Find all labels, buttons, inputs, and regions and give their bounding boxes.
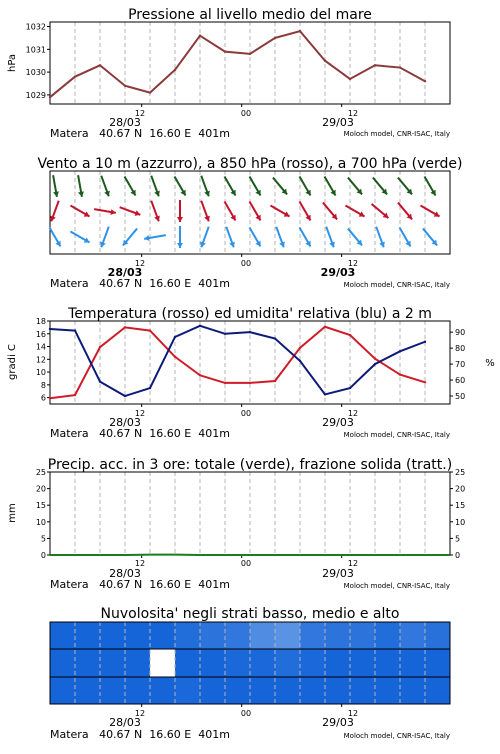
cloud-cell-medio bbox=[125, 649, 150, 676]
cloud-cell-basso bbox=[75, 677, 100, 704]
y-tick-label: 1032 bbox=[26, 23, 46, 32]
date-label-29-03: 29/03 bbox=[322, 116, 354, 129]
cloud-cell-alto bbox=[275, 622, 300, 649]
wind-barb-10m bbox=[100, 227, 109, 248]
y-tick-label: 1030 bbox=[26, 68, 46, 77]
humidity-point bbox=[74, 329, 76, 331]
temperature-ylabel: gradi C bbox=[7, 344, 18, 380]
pressure-point bbox=[374, 64, 376, 66]
precipitation-panel bbox=[7, 457, 465, 591]
cloud-cell-alto bbox=[150, 622, 175, 649]
wind-barb-850hpa bbox=[70, 206, 89, 217]
cloud-cell-basso bbox=[275, 677, 300, 704]
y-tick-label: 0 bbox=[455, 551, 460, 560]
humidity-point bbox=[424, 341, 426, 343]
date-label-28-03: 28/03 bbox=[109, 416, 141, 429]
wind-barb-700hpa bbox=[425, 176, 436, 195]
wind-barb-700hpa bbox=[101, 176, 110, 197]
wind-barb-10m bbox=[50, 227, 61, 246]
pressure-point bbox=[324, 60, 326, 62]
cloud-cell-alto bbox=[100, 622, 125, 649]
cloud-cell-alto bbox=[300, 622, 325, 649]
temperature-point bbox=[274, 380, 276, 382]
cloud-cell-basso bbox=[225, 677, 250, 704]
wind-barb-850hpa bbox=[225, 201, 236, 220]
temperature-point bbox=[324, 326, 326, 328]
cloud-cell-medio bbox=[175, 649, 200, 676]
date-label-29-03: 29/03 bbox=[321, 266, 356, 279]
temperature-line bbox=[50, 327, 425, 399]
y-tick-label: 50 bbox=[455, 392, 465, 401]
date-label-29-03: 29/03 bbox=[322, 416, 354, 429]
temperature-point bbox=[424, 381, 426, 383]
wind-panel bbox=[37, 156, 462, 290]
wind-barb-700hpa bbox=[325, 176, 336, 195]
cloud-cell-alto bbox=[225, 622, 250, 649]
cloud-cell-basso bbox=[250, 677, 275, 704]
wind-barb-10m bbox=[144, 235, 166, 241]
cloud-cell-basso bbox=[125, 677, 150, 704]
time-tick-00: 00 bbox=[241, 109, 251, 118]
temperature-point bbox=[149, 329, 151, 331]
model-credit: Moloch model, CNR-ISAC, Italy bbox=[344, 431, 450, 439]
cloud-cell-basso bbox=[300, 677, 325, 704]
model-credit: Moloch model, CNR-ISAC, Italy bbox=[344, 281, 450, 289]
y-tick-label: 20 bbox=[455, 485, 465, 494]
temperature-humidity-panel bbox=[7, 306, 495, 440]
pressure-point bbox=[199, 34, 201, 36]
humidity-ylabel: % bbox=[485, 358, 495, 369]
time-tick-12: 12 bbox=[348, 259, 358, 268]
pressure-point bbox=[74, 75, 76, 77]
wind-barb-850hpa bbox=[300, 201, 311, 220]
cloud-cell-alto bbox=[350, 622, 375, 649]
humidity-point bbox=[399, 350, 401, 352]
wind-barb-head bbox=[177, 217, 183, 222]
wind-barb-850hpa bbox=[270, 206, 289, 217]
y-tick-label: 15 bbox=[455, 501, 465, 510]
humidity-point bbox=[349, 387, 351, 389]
cloud-cell-alto bbox=[125, 622, 150, 649]
cloud-cell-alto bbox=[250, 622, 275, 649]
wind-barb-10m bbox=[326, 227, 335, 248]
wind-barb-10m bbox=[400, 227, 411, 246]
cloud-cell-medio bbox=[325, 649, 350, 676]
temperature-point bbox=[174, 356, 176, 358]
wind-barb-head bbox=[177, 243, 183, 248]
y-tick-label: 8 bbox=[41, 381, 46, 390]
wind-barb-850hpa bbox=[250, 201, 261, 220]
wind-barb-10m bbox=[300, 227, 311, 246]
humidity-line bbox=[50, 326, 425, 396]
pressure-panel bbox=[7, 7, 450, 140]
wind-barb-10m bbox=[250, 227, 261, 246]
wind-barb-10m bbox=[226, 227, 235, 248]
time-tick-00: 00 bbox=[241, 409, 251, 418]
time-tick-12: 12 bbox=[348, 559, 358, 568]
y-tick-label: 12 bbox=[36, 355, 46, 364]
pressure-point bbox=[174, 69, 176, 71]
model-credit: Moloch model, CNR-ISAC, Italy bbox=[344, 732, 450, 740]
time-tick-00: 00 bbox=[241, 709, 251, 718]
cloud-cell-medio bbox=[400, 649, 425, 676]
pressure-point bbox=[149, 91, 151, 93]
temperature-point bbox=[349, 334, 351, 336]
temperature-humidity-title: Temperatura (rosso) ed umidita' relativa (blu) a 2 m bbox=[67, 306, 432, 322]
station-info: Matera 40.67 N 16.60 E 401m bbox=[50, 578, 230, 591]
cloud-cell-medio bbox=[350, 649, 375, 676]
wind-barb-700hpa bbox=[151, 176, 160, 197]
humidity-point bbox=[99, 380, 101, 382]
cloud-cell-basso bbox=[375, 677, 400, 704]
humidity-point bbox=[124, 395, 126, 397]
wind-barb-850hpa bbox=[151, 201, 160, 222]
wind-barb-10m bbox=[200, 227, 209, 248]
time-tick-12: 12 bbox=[135, 709, 145, 718]
date-label-28-03: 28/03 bbox=[108, 266, 143, 279]
time-tick-12: 12 bbox=[135, 559, 145, 568]
pressure-point bbox=[249, 53, 251, 55]
cloud-cell-basso bbox=[50, 677, 75, 704]
time-tick-12: 12 bbox=[348, 709, 358, 718]
pressure-point bbox=[224, 50, 226, 52]
cloud-cell-alto bbox=[75, 622, 100, 649]
cloud-cell-basso bbox=[150, 677, 175, 704]
pressure-point bbox=[99, 64, 101, 66]
pressure-point bbox=[424, 80, 426, 82]
y-tick-label: 25 bbox=[455, 468, 465, 477]
wind-barb-850hpa bbox=[50, 201, 59, 222]
precipitation-ylabel: mm bbox=[7, 503, 18, 522]
y-tick-label: 70 bbox=[455, 360, 465, 369]
wind-barb-850hpa bbox=[177, 200, 183, 222]
model-credit: Moloch model, CNR-ISAC, Italy bbox=[344, 130, 450, 138]
humidity-point bbox=[174, 336, 176, 338]
y-tick-label: 0 bbox=[41, 551, 46, 560]
humidity-point bbox=[49, 328, 51, 330]
pressure-point bbox=[299, 30, 301, 32]
temperature-point bbox=[299, 347, 301, 349]
cloud-cell-basso bbox=[425, 677, 450, 704]
y-tick-label: 90 bbox=[455, 328, 465, 337]
wind-barb-700hpa bbox=[250, 176, 261, 195]
wind-barb-700hpa bbox=[300, 176, 311, 195]
wind-barb-850hpa bbox=[94, 209, 116, 215]
wind-title: Vento a 10 m (azzurro), a 850 hPa (rosso), a 700 hPa (verde) bbox=[37, 156, 462, 172]
cloud-cell-medio bbox=[75, 649, 100, 676]
humidity-point bbox=[149, 387, 151, 389]
temperature-point bbox=[99, 346, 101, 348]
date-label-29-03: 29/03 bbox=[322, 567, 354, 580]
date-label-28-03: 28/03 bbox=[109, 116, 141, 129]
cloud-cell-medio bbox=[300, 649, 325, 676]
cloud-cell-basso bbox=[175, 677, 200, 704]
pressure-ylabel: hPa bbox=[7, 54, 18, 72]
wind-barb-850hpa bbox=[120, 207, 141, 216]
humidity-point bbox=[374, 363, 376, 365]
cloud-cell-basso bbox=[400, 677, 425, 704]
temperature-point bbox=[224, 382, 226, 384]
cloud-cell-medio bbox=[375, 649, 400, 676]
cloud-cell-alto bbox=[425, 622, 450, 649]
cloud-cover-panel bbox=[50, 606, 450, 741]
cloud-cell-alto bbox=[50, 622, 75, 649]
humidity-point bbox=[224, 333, 226, 335]
temperature-point bbox=[199, 374, 201, 376]
wind-barb-700hpa bbox=[53, 175, 59, 197]
wind-barb-10m bbox=[70, 232, 89, 243]
wind-barb-10m bbox=[276, 227, 285, 248]
cloud-cell-medio bbox=[425, 649, 450, 676]
pressure-point bbox=[49, 96, 51, 98]
cloud-cell-medio bbox=[150, 649, 175, 676]
time-tick-00: 00 bbox=[241, 559, 251, 568]
wind-barb-850hpa bbox=[345, 206, 364, 217]
wind-barb-700hpa bbox=[175, 176, 186, 195]
pressure-title: Pressione al livello medio del mare bbox=[128, 7, 372, 23]
cloud-cell-basso bbox=[100, 677, 125, 704]
wind-barb-850hpa bbox=[372, 204, 389, 218]
y-tick-label: 6 bbox=[41, 394, 46, 403]
date-label-28-03: 28/03 bbox=[109, 567, 141, 580]
time-tick-12: 12 bbox=[135, 409, 145, 418]
cloud-cell-medio bbox=[50, 649, 75, 676]
humidity-point bbox=[249, 331, 251, 333]
y-tick-label: 1029 bbox=[26, 91, 46, 100]
cloud-cell-medio bbox=[225, 649, 250, 676]
humidity-point bbox=[299, 360, 301, 362]
time-tick-12: 12 bbox=[348, 409, 358, 418]
wind-barb-850hpa bbox=[420, 206, 439, 217]
cloud-cell-alto bbox=[175, 622, 200, 649]
cloud-cell-basso bbox=[325, 677, 350, 704]
cloud-cover-title: Nuvolosita' negli strati basso, medio e alto bbox=[101, 606, 400, 622]
humidity-point bbox=[199, 325, 201, 327]
time-tick-12: 12 bbox=[135, 109, 145, 118]
cloud-cell-medio bbox=[200, 649, 225, 676]
temperature-point bbox=[124, 326, 126, 328]
wind-barb-700hpa bbox=[78, 175, 84, 197]
station-info: Matera 40.67 N 16.60 E 401m bbox=[50, 277, 230, 290]
cloud-cell-medio bbox=[275, 649, 300, 676]
station-info: Matera 40.67 N 16.60 E 401m bbox=[50, 728, 230, 741]
model-credit: Moloch model, CNR-ISAC, Italy bbox=[344, 582, 450, 590]
pressure-line bbox=[50, 31, 425, 97]
cloud-cell-basso bbox=[350, 677, 375, 704]
humidity-point bbox=[274, 337, 276, 339]
cloud-cell-alto bbox=[400, 622, 425, 649]
temperature-point bbox=[74, 394, 76, 396]
wind-barb-10m bbox=[376, 227, 385, 248]
y-tick-label: 1031 bbox=[26, 45, 46, 54]
y-tick-label: 60 bbox=[455, 376, 465, 385]
y-tick-label: 10 bbox=[36, 518, 46, 527]
wind-barb-700hpa bbox=[225, 176, 236, 195]
pressure-point bbox=[399, 66, 401, 68]
temperature-point bbox=[249, 382, 251, 384]
time-tick-12: 12 bbox=[135, 259, 145, 268]
precipitation-title: Precip. acc. in 3 ore: totale (verde), frazione solida (tratt.) bbox=[48, 457, 452, 473]
y-tick-label: 16 bbox=[36, 330, 46, 339]
pressure-point bbox=[274, 37, 276, 39]
cloud-cell-medio bbox=[250, 649, 275, 676]
cloud-cell-alto bbox=[375, 622, 400, 649]
y-tick-label: 10 bbox=[36, 368, 46, 377]
y-tick-label: 25 bbox=[36, 468, 46, 477]
date-label-28-03: 28/03 bbox=[109, 716, 141, 729]
pressure-frame bbox=[50, 22, 450, 104]
wind-barb-10m bbox=[177, 226, 183, 248]
station-info: Matera 40.67 N 16.60 E 401m bbox=[50, 427, 230, 440]
pressure-point bbox=[349, 78, 351, 80]
cloud-cell-alto bbox=[200, 622, 225, 649]
cloud-cell-alto bbox=[325, 622, 350, 649]
temperature-point bbox=[49, 397, 51, 399]
date-label-29-03: 29/03 bbox=[322, 716, 354, 729]
temperature-point bbox=[399, 373, 401, 375]
cloud-cell-medio bbox=[100, 649, 125, 676]
y-tick-label: 5 bbox=[41, 534, 46, 543]
y-tick-label: 20 bbox=[36, 485, 46, 494]
wind-barb-700hpa bbox=[125, 176, 136, 195]
wind-barb-850hpa bbox=[201, 201, 210, 222]
temperature-point bbox=[374, 357, 376, 359]
humidity-point bbox=[324, 393, 326, 395]
pressure-point bbox=[124, 85, 126, 87]
y-tick-label: 15 bbox=[36, 501, 46, 510]
y-tick-label: 5 bbox=[455, 534, 460, 543]
y-tick-label: 14 bbox=[36, 343, 46, 352]
y-tick-label: 10 bbox=[455, 518, 465, 527]
y-tick-label: 80 bbox=[455, 344, 465, 353]
time-tick-12: 12 bbox=[348, 109, 358, 118]
station-info: Matera 40.67 N 16.60 E 401m bbox=[50, 127, 230, 140]
wind-barb-700hpa bbox=[201, 176, 210, 197]
y-tick-label: 18 bbox=[36, 317, 46, 326]
time-tick-00: 00 bbox=[241, 259, 251, 268]
cloud-cell-basso bbox=[200, 677, 225, 704]
